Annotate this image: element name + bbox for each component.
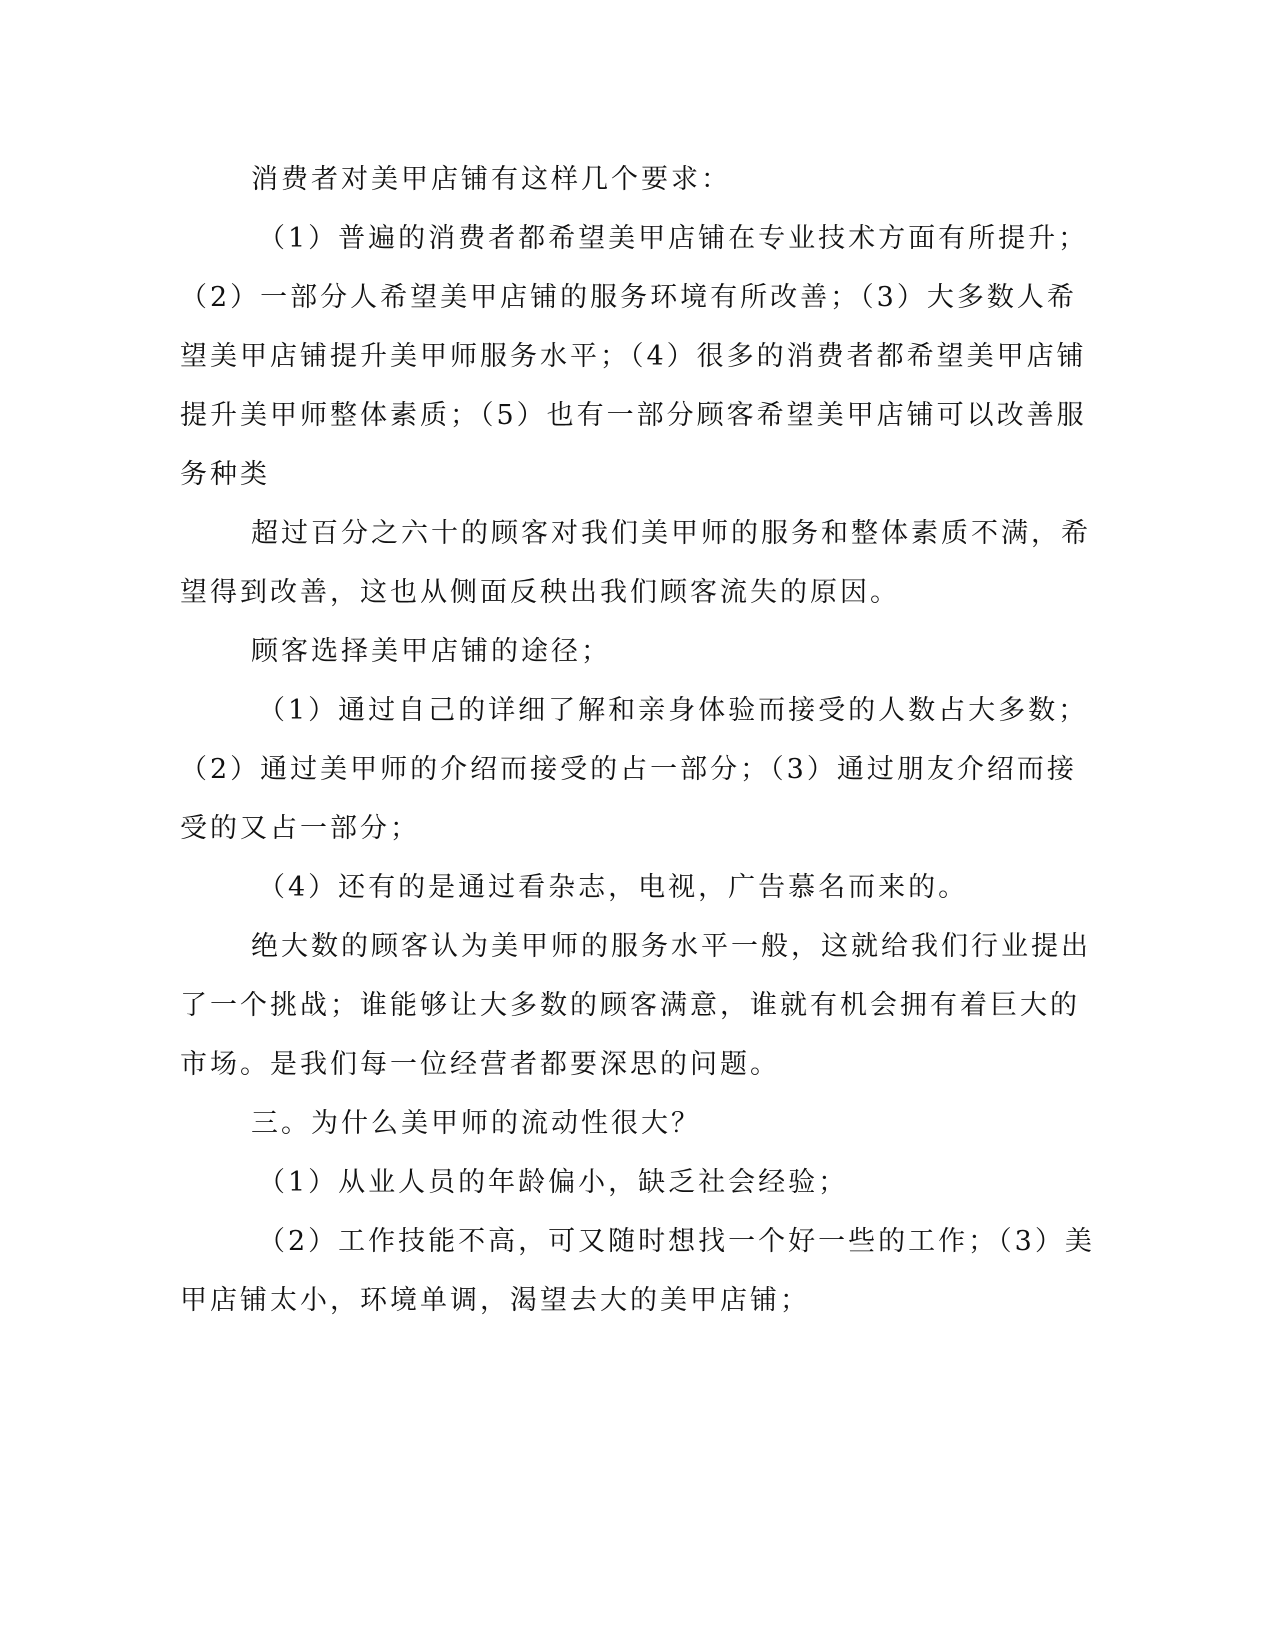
paragraph-line: （2）工作技能不高，可又随时想找一个好一些的工作；（3）美	[258, 1226, 1095, 1257]
paragraph-line: （1）从业人员的年龄偏小，缺乏社会经验；	[258, 1167, 849, 1198]
paragraph-line: 甲店铺太小，环境单调，渴望去大的美甲店铺；	[180, 1285, 810, 1316]
paragraph-line: 顾客选择美甲店铺的途径；	[251, 636, 611, 667]
paragraph-line: （2）通过美甲师的介绍而接受的占一部分；（3）通过朋友介绍而接	[180, 754, 1077, 785]
paragraph-line: 望得到改善，这也从侧面反秧出我们顾客流失的原因。	[180, 577, 900, 608]
section-heading: 三。为什么美甲师的流动性很大？	[251, 1108, 701, 1139]
document-body	[180, 150, 1095, 1330]
paragraph-line: （1）通过自己的详细了解和亲身体验而接受的人数占大多数；	[258, 695, 1089, 726]
paragraph-line: （1）普遍的消费者都希望美甲店铺在专业技术方面有所提升；	[258, 223, 1089, 254]
paragraph-line: 望美甲店铺提升美甲师服务水平；（4）很多的消费者都希望美甲店铺	[180, 341, 1087, 372]
paragraph-line: 市场。是我们每一位经营者都要深思的问题。	[180, 1049, 780, 1080]
paragraph-line: （4）还有的是通过看杂志，电视，广告慕名而来的。	[258, 872, 969, 903]
paragraph-line: （2）一部分人希望美甲店铺的服务环境有所改善；（3）大多数人希	[180, 282, 1077, 313]
paragraph-line: 绝大数的顾客认为美甲师的服务水平一般，这就给我们行业提出	[251, 931, 1091, 962]
paragraph-line: 提升美甲师整体素质；（5）也有一部分顾客希望美甲店铺可以改善服	[180, 400, 1087, 431]
paragraph-line: 了一个挑战；谁能够让大多数的顾客满意，谁就有机会拥有着巨大的	[180, 990, 1080, 1021]
paragraph-line: 务种类	[180, 459, 270, 490]
paragraph-line: 消费者对美甲店铺有这样几个要求：	[251, 164, 731, 195]
paragraph-line: 超过百分之六十的顾客对我们美甲师的服务和整体素质不满，希	[251, 518, 1091, 549]
paragraph-line: 受的又占一部分；	[180, 813, 420, 844]
